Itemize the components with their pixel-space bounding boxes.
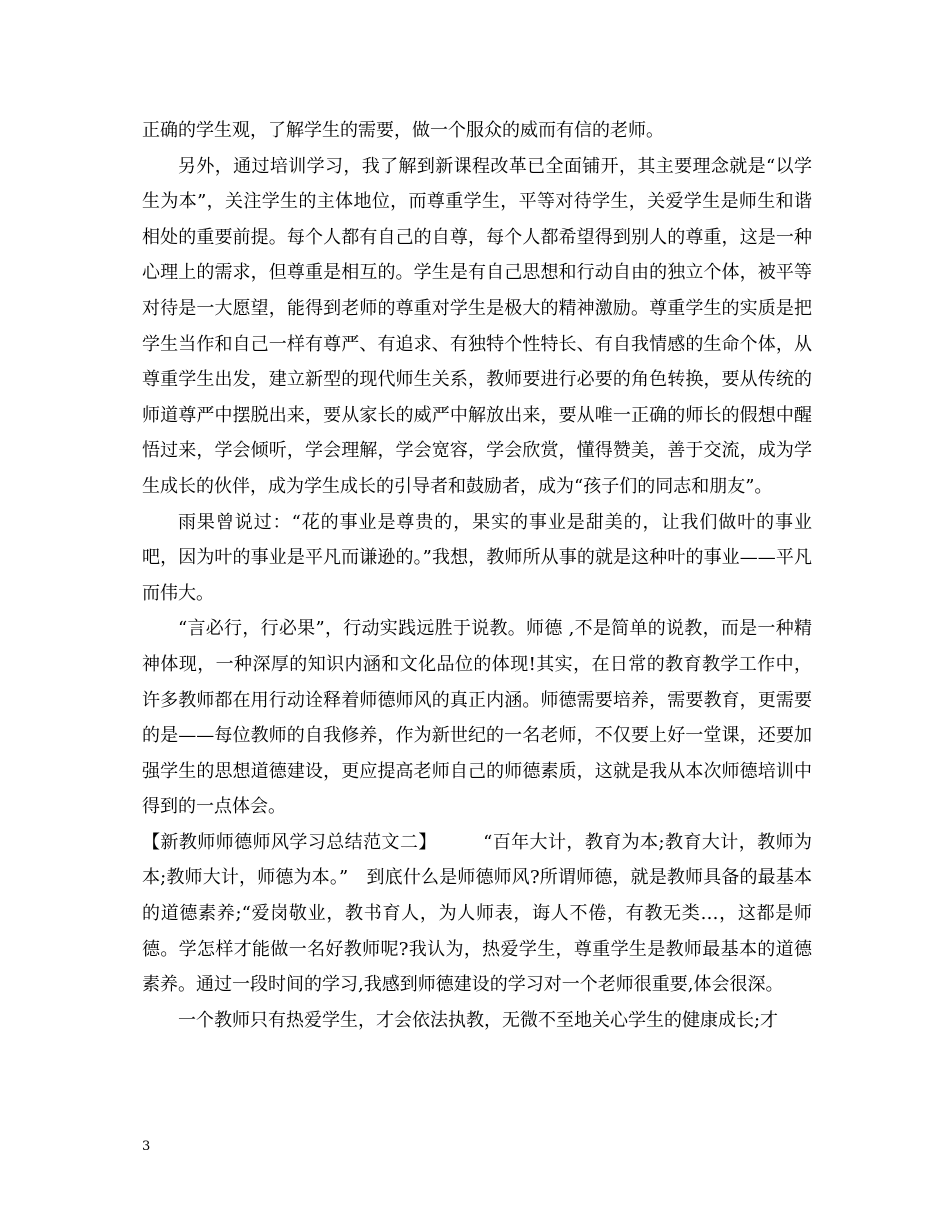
paragraph-3: 雨果曾说过：“花的事业是尊贵的，果实的事业是甜美的，让我们做叶的事业吧，因为叶的事业是平凡而谦逊的。”我想，教师所从事的就是这种叶的事业——平凡而伟大。 bbox=[142, 511, 812, 604]
paragraph-2: 另外，通过培训学习，我了解到新课程改革已全面铺开，其主要理念就是“以学生为本”，关注学生的主体地位，而尊重学生，平等对待学生，关爱学生是师生和谐相处的重要前提。每个人都有自己的自尊，每个人都希望得到别人的尊重，这是一种心理上的需求，但尊重是相互的。学生是有自己思想和行动自由的独立个体，被平等对待是一大愿望，能得到老师的尊重对学生是极大的精神激励。尊重学生的实质是把学生当作和自己一样有尊严、有追求、有独特个性特长、有自我情感的生命个体，从尊重学生出发，建立新型的现代师生关系，教师要进行必要的角色转换，要从传统的师道尊严中摆脱出来，要从家长的威严中解放出来，要从唯一正确的师长的假想中醒悟过来，学会倾听，学会理解，学会宽容，学会欣赏，懂得赞美，善于交流，成为学生成长的伙伴，成为学生成长的引导者和鼓励者，成为“孩子们的同志和朋友”。 bbox=[142, 155, 812, 497]
paragraph-6: 一个教师只有热爱学生，才会依法执教，无微不至地关心学生的健康成长;才 bbox=[178, 1009, 779, 1031]
page-number: 3 bbox=[142, 1139, 151, 1154]
paragraph-4: “言必行，行必果”，行动实践远胜于说教。师德 ,不是简单的说教，而是一种精神体现，一种深厚的知识内涵和文化品位的体现!其实，在日常的教育教学工作中，许多教师都在用行动诠释着师德师风的真正内涵。师德需要培养，需要教育，更需要的是——每位教师的自我修养，作为新世纪的一名老师，不仅要上好一堂课，还要加强学生的思想道德建设，更应提高老师自己的师德素质，这就是我从本次师德培训中得到的一点体会。 bbox=[142, 618, 812, 818]
paragraph-5-section-heading: 【新教师师德师风学习总结范文二】 “百年大计，教育为本;教育大计，教师为本;教师大计，师德为本。” 到底什么是师德师风?所谓师德，就是教师具备的最基本的道德素养;“爱岗敬业，教书育人，为人师表，诲人不倦，有教无类…，这都是师德。学怎样才能做一名好教师呢?我认为，热爱学生，尊重学生是教师最基本的道德素养。通过一段时间的学习,我感到师德建设的学习对一个老师很重要,体会很深。 bbox=[142, 831, 812, 996]
paragraph-1: 正确的学生观，了解学生的需要，做一个服众的威而有信的老师。 bbox=[142, 120, 664, 141]
document-body bbox=[142, 113, 812, 1038]
